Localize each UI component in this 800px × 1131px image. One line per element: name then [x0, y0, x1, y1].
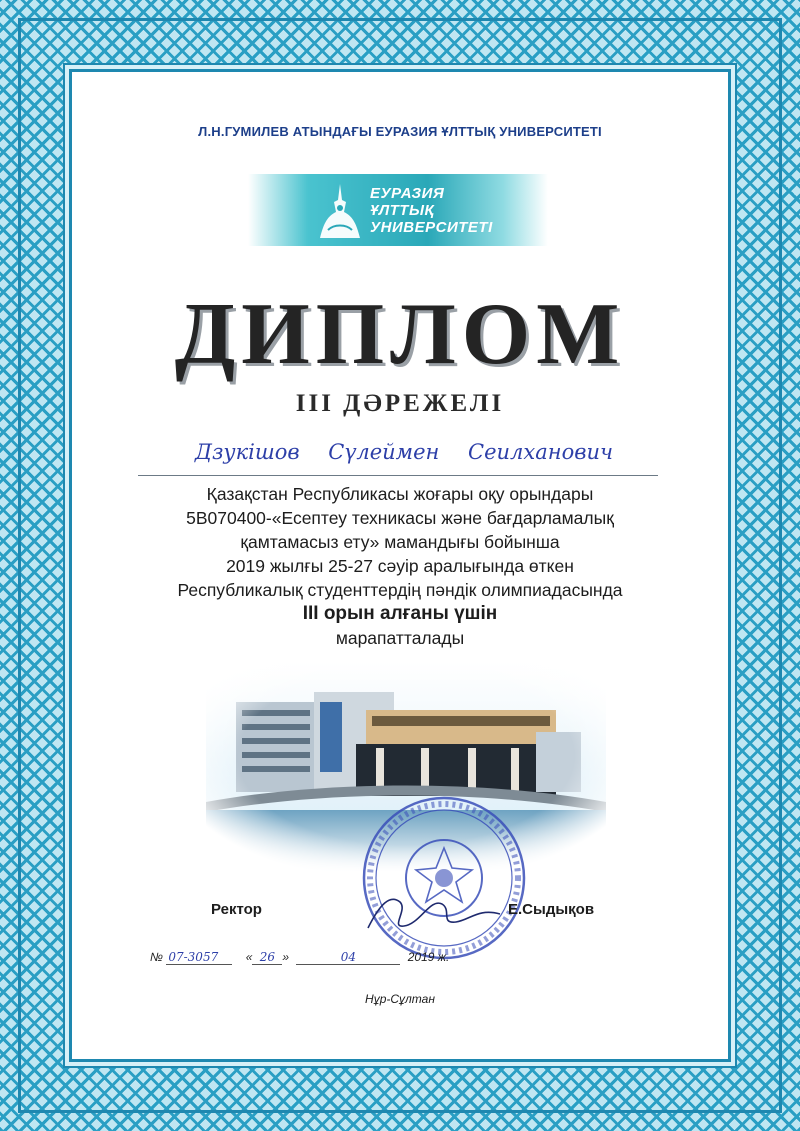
award-place: III орын алғаны үшін [302, 603, 498, 624]
logo-line-2: ҰЛТТЫҚ [370, 202, 435, 219]
recipient-name-line [138, 475, 658, 476]
recipient-name-handwritten: Дзукішов Сүлеймен Сеилханович [194, 440, 614, 464]
award-text-line-1: Қазақстан Республикасы жоғары оқу орындары [206, 484, 594, 504]
issue-month: 04 [296, 950, 400, 965]
number-prefix: № [150, 950, 163, 964]
issue-city: Нұр-Сұлтан [365, 992, 435, 1006]
day-close-quote: » [282, 950, 290, 964]
logo-line-1: ЕУРАЗИЯ [370, 185, 445, 202]
issue-day: 26 [252, 950, 282, 965]
monument-icon [310, 180, 370, 242]
degree-label: III ДӘРЕЖЕЛІ [295, 390, 505, 417]
issue-year: 2019 ж. [407, 950, 450, 964]
rector-signature [360, 884, 510, 940]
rector-label: Ректор [211, 901, 262, 918]
day-open-quote: « [245, 950, 253, 964]
diploma-page [72, 72, 728, 1059]
award-text-line-3: қамтамасыз ету» мамандығы бойынша [240, 532, 560, 552]
award-text-line-5: Республикалық студенттердің пәндік олимпиадасында [177, 580, 623, 600]
award-text-line-2: 5В070400-«Есептеу техникасы және бағдарламалық [186, 508, 614, 528]
issue-details [150, 950, 449, 965]
university-name: Л.Н.ГУМИЛЕВ АТЫНДАҒЫ ЕУРАЗИЯ ҰЛТТЫҚ УНИВЕРСИТЕТІ [198, 124, 602, 139]
university-logo [248, 174, 548, 246]
award-verb: марапатталады [335, 628, 465, 648]
rector-name: Е.Сыдықов [508, 901, 595, 918]
award-text [112, 482, 688, 650]
diploma-title: ДИПЛОМ [174, 286, 626, 383]
issue-number: 07-3057 [166, 950, 232, 965]
logo-wordmark [370, 185, 493, 236]
logo-line-3: УНИВЕРСИТЕТІ [370, 219, 493, 236]
award-text-line-4: 2019 жылғы 25-27 сәуір аралығында өткен [226, 556, 574, 576]
